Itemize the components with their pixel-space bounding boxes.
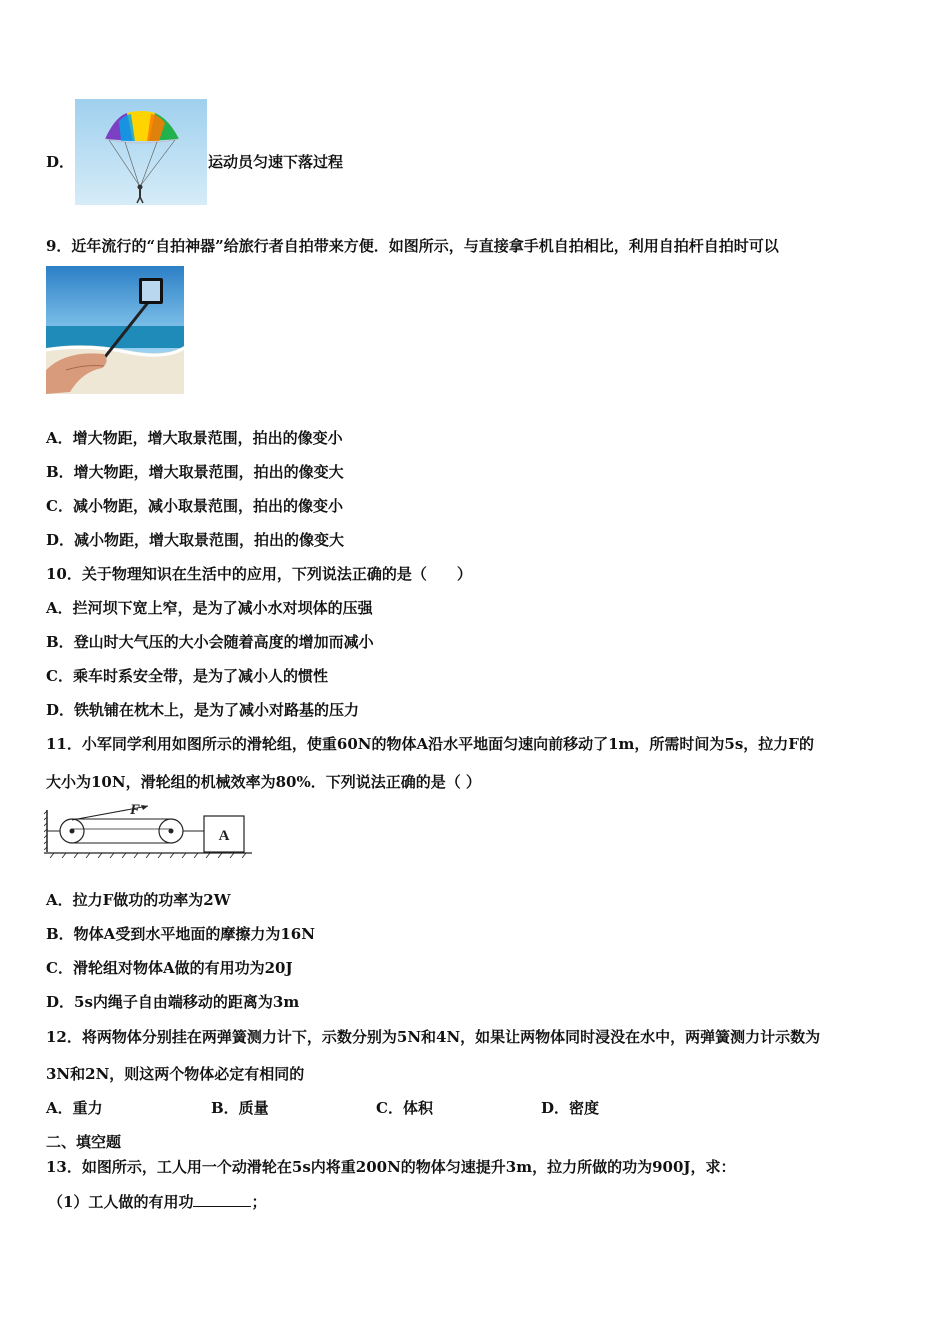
- q9-option-c: C．减小物距，减小取景范围，拍出的像变小: [46, 497, 343, 515]
- q10-option-c: C．乘车时系安全带，是为了减小人的惯性: [46, 667, 328, 685]
- block-label: A: [218, 828, 230, 844]
- q10-option-d: D．铁轨铺在枕木上，是为了减小对路基的压力: [46, 701, 360, 719]
- q11-stem-line2: 大小为10N，滑轮组的机械效率为80%．下列说法正确的是（ ）: [46, 773, 481, 791]
- pulley-diagram: [44, 800, 256, 860]
- q9-option-b: B．增大物距，增大取景范围，拍出的像变大: [46, 463, 344, 481]
- section-title: 二、填空题: [46, 1133, 122, 1151]
- q12-option-c: C．体积: [376, 1099, 433, 1117]
- q12-stem-line1: 12．将两物体分别挂在两弹簧测力计下，示数分别为5N和4N，如果让两物体同时浸没在水中，两弹簧测力计示数为: [46, 1028, 821, 1046]
- q13-sub1-suffix: ；: [251, 1193, 267, 1211]
- q11-option-c: C．滑轮组对物体A做的有用功为20J: [46, 959, 293, 977]
- q9-option-d: D．减小物距，增大取景范围，拍出的像变大: [46, 531, 345, 549]
- q8-option-d-text: 运动员匀速下落过程: [208, 153, 344, 171]
- q13-sub1: [48, 1192, 266, 1212]
- q8-option-d-letter: D．: [46, 153, 75, 171]
- pulley-system-icon: [44, 800, 256, 860]
- q11-stem-line1: 11．小军同学利用如图所示的滑轮组，使重60N的物体A沿水平地面匀速向前移动了1m，所需时间为5s，拉力F的: [46, 735, 814, 753]
- q13-sub1-prefix: （1）工人做的有用功: [48, 1193, 194, 1211]
- q10-stem: 10．关于物理知识在生活中的应用，下列说法正确的是（ ）: [46, 565, 472, 583]
- q11-option-b: B．物体A受到水平地面的摩擦力为16N: [46, 925, 315, 943]
- q12-option-a: A．重力: [46, 1099, 103, 1117]
- parachute-icon: [75, 99, 207, 205]
- q10-option-b: B．登山时大气压的大小会随着高度的增加而减小: [46, 633, 374, 651]
- force-label: F: [130, 802, 141, 818]
- q13-sub1-answer-blank[interactable]: [193, 1192, 251, 1207]
- q9-stem: 9．近年流行的“自拍神器”给旅行者自拍带来方便．如图所示，与直接拿手机自拍相比，利用自拍杆自拍时可以: [46, 237, 779, 255]
- q11-option-a: A．拉力F做功的功率为2W: [46, 891, 231, 909]
- q11-option-d: D．5s内绳子自由端移动的距离为3m: [46, 993, 300, 1011]
- selfie-stick-icon: [46, 266, 184, 394]
- q9-option-a: A．增大物距，增大取景范围，拍出的像变小: [46, 429, 343, 447]
- q12-stem-line2: 3N和2N，则这两个物体必定有相同的: [46, 1065, 305, 1083]
- q12-option-d: D．密度: [541, 1099, 600, 1117]
- parachute-image: [75, 99, 207, 205]
- q13-stem: 13．如图所示，工人用一个动滑轮在5s内将重200N的物体匀速提升3m，拉力所做的功为900J，求：: [46, 1158, 736, 1176]
- q12-option-b: B．质量: [211, 1099, 269, 1117]
- selfie-stick-image: [46, 266, 184, 394]
- q10-option-a: A．拦河坝下宽上窄，是为了减小水对坝体的压强: [46, 599, 373, 617]
